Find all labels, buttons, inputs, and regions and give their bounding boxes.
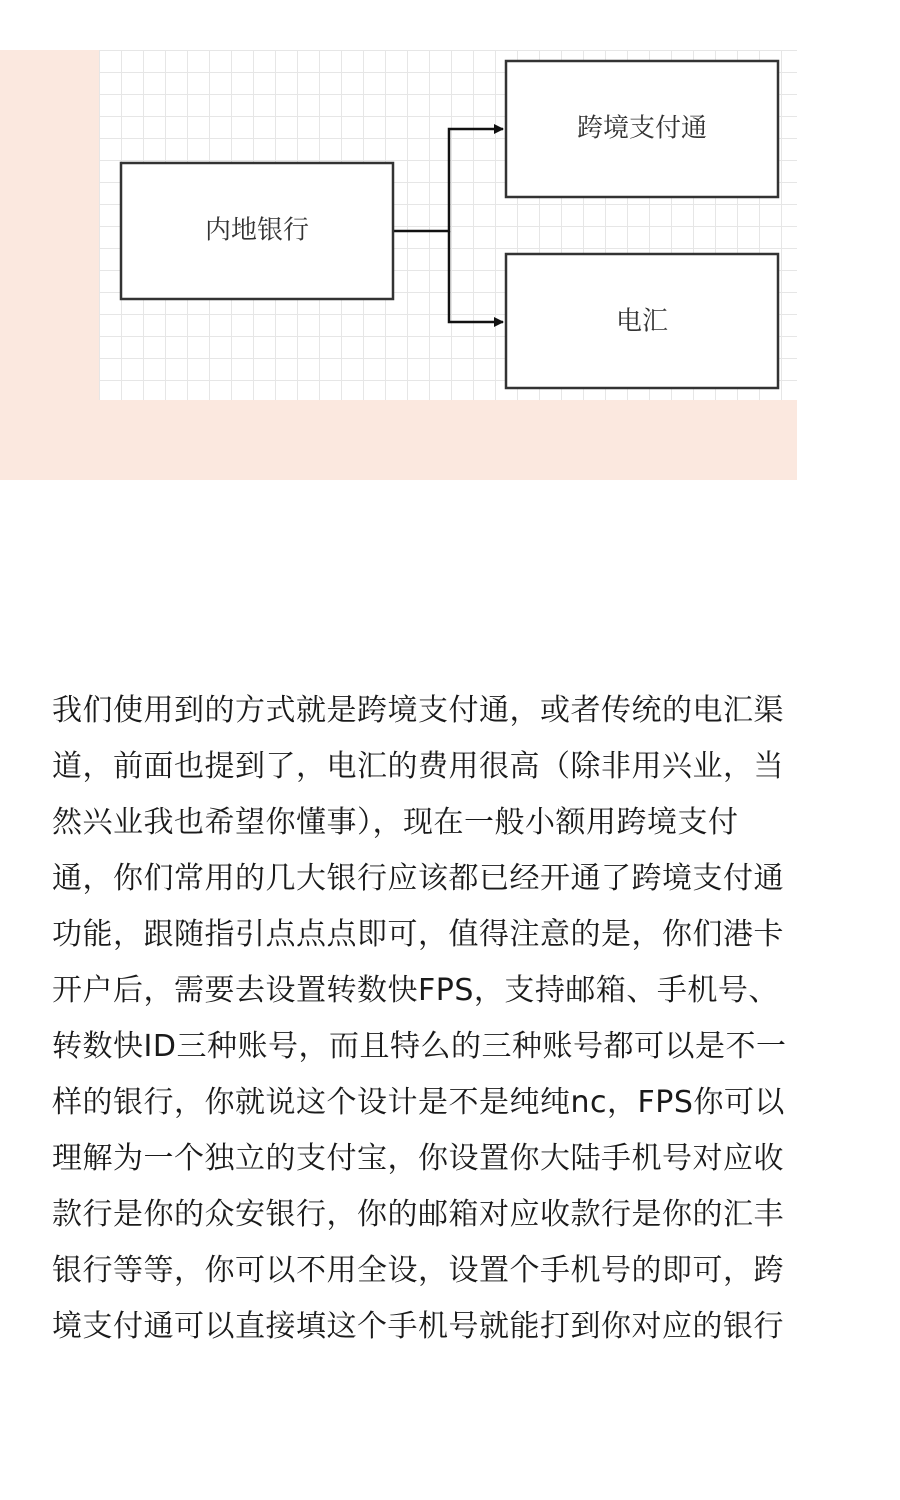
article-line: 样的银行，你就说这个设计是不是纯纯nc，FPS你可以 [52, 1085, 785, 1120]
node-mainland-bank-label: 内地银行 [204, 215, 310, 246]
flow-diagram [0, 0, 900, 500]
article-line: 境支付通可以直接填这个手机号就能打到你对应的银行 [52, 1309, 784, 1344]
article-line: 通，你们常用的几大银行应该都已经开通了跨境支付通 [52, 861, 784, 896]
article-line: 我们使用到的方式就是跨境支付通，或者传统的电汇渠 [52, 693, 784, 728]
node-wire-transfer-label: 电汇 [615, 306, 669, 337]
article-line: 开户后，需要去设置转数快FPS，支持邮箱、手机号、 [52, 973, 779, 1008]
article-line: 转数快ID三种账号，而且特么的三种账号都可以是不一 [52, 1029, 787, 1064]
node-cross-border-payment-label: 跨境支付通 [576, 113, 708, 144]
article-line: 功能，跟随指引点点点即可，值得注意的是，你们港卡 [52, 917, 784, 952]
article-line: 然兴业我也希望你懂事），现在一般小额用跨境支付 [52, 805, 739, 840]
node-wire-transfer [506, 254, 778, 388]
article-line: 理解为一个独立的支付宝，你设置你大陆手机号对应收 [52, 1141, 784, 1176]
edge-mainland-to-cross-border [393, 129, 503, 231]
node-cross-border-payment [506, 61, 778, 197]
edge-mainland-to-wire [449, 231, 503, 322]
article-line: 道，前面也提到了，电汇的费用很高（除非用兴业，当 [52, 749, 784, 784]
node-mainland-bank [121, 163, 393, 299]
article-line: 银行等等，你可以不用全设，设置个手机号的即可，跨 [52, 1253, 784, 1288]
article-line: 款行是你的众安银行，你的邮箱对应收款行是你的汇丰 [52, 1197, 784, 1232]
article-paragraph [52, 683, 852, 1355]
